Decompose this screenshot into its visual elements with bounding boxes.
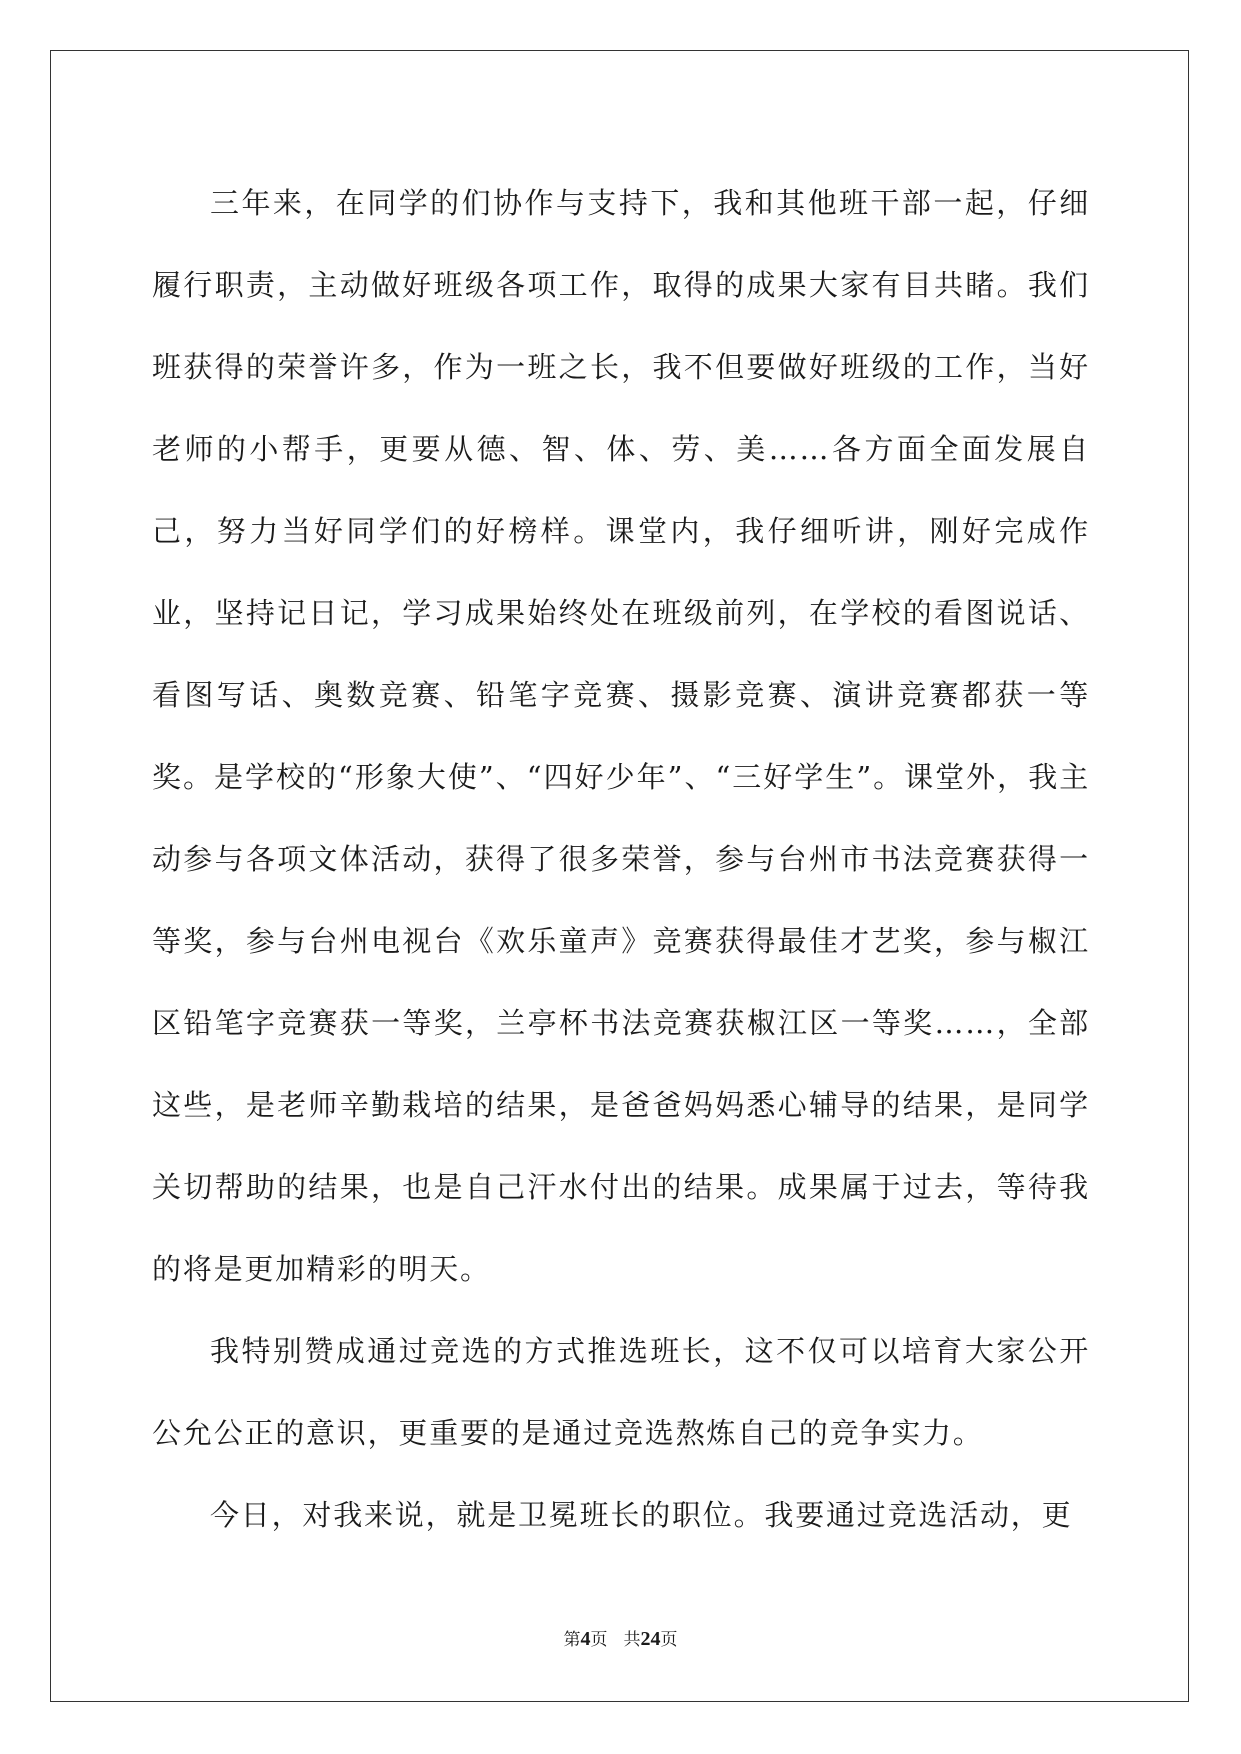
- page-number: 4: [580, 1628, 591, 1650]
- page-suffix: 页: [590, 1630, 608, 1650]
- total-prefix: 共: [623, 1630, 641, 1650]
- page-prefix: 第: [563, 1630, 581, 1650]
- page-footer: [0, 1625, 1241, 1651]
- paragraph-3: 今日，对我来说，就是卫冕班长的职位。我要通过竞选活动，更: [210, 1498, 1073, 1532]
- total-pages: 24: [640, 1628, 661, 1650]
- paragraph-1: 三年来，在同学的们协作与支持下，我和其他班干部一起，仔细履行职责，主动做好班级各项工作，取得的成果大家有目共睹。我们班获得的荣誉许多，作为一班之长，我不但要做好班级的工作，当好老师的小帮手，更要从德、智、体、劳、美……各方面全面发展自己，努力当好同学们的好榜样。课堂内，我仔细听讲，刚好完成作业，坚持记日记，学习成果始终处在班级前列，在学校的看图说话、看图写话、奥数竞赛、铅笔字竞赛、摄影竞赛、演讲竞赛都获一等奖。是学校的“形象大使”、“四好少年”、“三好学生”。课堂外，我主动参与各项文体活动，获得了很多荣誉，参与台州市书法竞赛获得一等奖，参与台州电视台《欢乐童声》竞赛获得最佳才艺奖，参与椒江区铅笔字竞赛获一等奖，兰亭杯书法竞赛获椒江区一等奖……，全部这些，是老师辛勤栽培的结果，是爸爸妈妈悉心辅导的结果，是同学关切帮助的结果，也是自己汗水付出的结果。成果属于过去，等待我的将是更加精彩的明天。: [152, 186, 1090, 1286]
- document-body: [152, 162, 1090, 1556]
- total-suffix: 页: [660, 1630, 678, 1650]
- paragraph-2: 我特别赞成通过竞选的方式推选班长，这不仅可以培育大家公开公允公正的意识，更重要的是通过竞选熬炼自己的竞争实力。: [152, 1334, 1090, 1450]
